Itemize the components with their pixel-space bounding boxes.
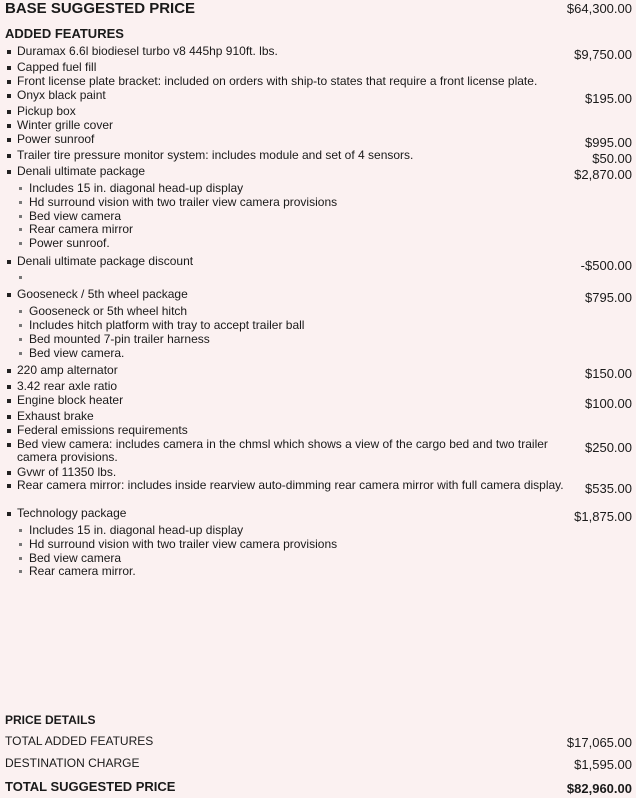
feature-label: Federal emissions requirements xyxy=(17,423,188,437)
feature-label: Power sunroof xyxy=(17,132,95,146)
sub-feature-label: Bed view camera xyxy=(29,551,122,565)
base-price-value: $64,300.00 xyxy=(566,1,632,16)
feature-price: $535.00 xyxy=(585,481,632,496)
feature-label: Trailer tire pressure monitor system: includes module and set of 4 sensors. xyxy=(17,148,414,162)
feature-label: Gvwr of 11350 lbs. xyxy=(17,465,117,479)
feature-label: 3.42 rear axle ratio xyxy=(17,379,118,393)
bullet-icon xyxy=(7,399,11,403)
bullet-icon xyxy=(7,80,11,84)
bullet-icon xyxy=(7,50,11,54)
sub-feature-label: Includes 15 in. diagonal head-up display xyxy=(29,181,244,195)
sub-bullet-icon xyxy=(19,215,22,218)
bullet-icon xyxy=(7,124,11,128)
feature-label: Duramax 6.6l biodiesel turbo v8 445hp 910ft. lbs. xyxy=(17,44,278,58)
feature-label: Engine block heater xyxy=(17,393,124,407)
bullet-icon xyxy=(7,293,11,297)
feature-price: $1,875.00 xyxy=(574,509,632,524)
feature-label: Winter grille cover xyxy=(17,118,114,132)
bullet-icon xyxy=(7,369,11,373)
bullet-icon xyxy=(7,512,11,516)
sub-feature-label: Rear camera mirror xyxy=(29,222,134,236)
bullet-icon xyxy=(7,110,11,114)
feature-price: $795.00 xyxy=(585,290,632,305)
sub-bullet-icon xyxy=(19,310,22,313)
feature-label: Denali ultimate package discount xyxy=(17,254,194,268)
feature-price: $50.00 xyxy=(592,151,632,166)
bullet-icon xyxy=(7,94,11,98)
sub-feature-label: Bed view camera. xyxy=(29,346,125,360)
sub-feature-label: Power sunroof. xyxy=(29,236,110,250)
bullet-icon xyxy=(7,385,11,389)
added-features-title: ADDED FEATURES xyxy=(5,26,124,41)
bullet-icon xyxy=(7,154,11,158)
sub-bullet-icon xyxy=(19,324,22,327)
sub-bullet-icon xyxy=(19,529,22,532)
feature-label: Bed view camera: includes camera in the chmsl which shows a view of the cargo bed and two trailer camera provisions. xyxy=(17,437,548,464)
feature-label: Onyx black paint xyxy=(17,88,106,102)
bullet-icon xyxy=(7,170,11,174)
bullet-icon xyxy=(7,415,11,419)
base-price-title: BASE SUGGESTED PRICE xyxy=(5,0,196,17)
sub-feature-label: Gooseneck or 5th wheel hitch xyxy=(29,304,188,318)
sub-bullet-icon xyxy=(19,187,22,190)
base-price-header xyxy=(5,0,632,17)
total-suggested-price-value: $82,960.00 xyxy=(566,781,632,796)
feature-label: 220 amp alternator xyxy=(17,363,118,377)
feature-price: $195.00 xyxy=(585,91,632,106)
bullet-icon xyxy=(7,471,11,475)
sub-bullet-icon xyxy=(19,570,22,573)
destination-charge-value: $1,595.00 xyxy=(574,757,632,772)
bullet-icon xyxy=(7,429,11,433)
sub-bullet-icon xyxy=(19,557,22,560)
bullet-icon xyxy=(7,138,11,142)
destination-charge-row xyxy=(5,756,632,772)
feature-price: $250.00 xyxy=(585,440,632,455)
feature-price: $100.00 xyxy=(585,396,632,411)
sub-bullet-icon xyxy=(19,338,22,341)
feature-price: $2,870.00 xyxy=(574,167,632,182)
total-added-features-row xyxy=(5,734,632,750)
feature-price: $150.00 xyxy=(585,366,632,381)
bullet-icon xyxy=(7,260,11,264)
feature-label: Denali ultimate package xyxy=(17,164,146,178)
bullet-icon xyxy=(7,484,11,488)
sub-bullet-icon xyxy=(19,543,22,546)
feature-label: Technology package xyxy=(17,506,127,520)
feature-label: Rear camera mirror: includes inside rearview auto-dimming rear camera mirror with full camera display. xyxy=(17,478,564,492)
feature-price: $995.00 xyxy=(585,135,632,150)
feature-label: Exhaust brake xyxy=(17,409,94,423)
total-suggested-price-row xyxy=(5,780,632,796)
sub-feature-label: Bed mounted 7-pin trailer harness xyxy=(29,332,210,346)
feature-label: Gooseneck / 5th wheel package xyxy=(17,287,188,301)
sub-feature-label: Bed view camera xyxy=(29,209,122,223)
feature-label: Pickup box xyxy=(17,104,76,118)
bullet-icon xyxy=(7,443,11,447)
feature-price: $9,750.00 xyxy=(574,47,632,62)
sub-feature-label: Hd surround vision with two trailer view camera provisions xyxy=(29,195,338,209)
total-added-features-value: $17,065.00 xyxy=(566,735,632,750)
sub-bullet-icon xyxy=(19,276,22,279)
sub-bullet-icon xyxy=(19,228,22,231)
sub-feature-label: Rear camera mirror. xyxy=(29,564,136,578)
feature-price: -$500.00 xyxy=(580,258,632,273)
feature-label: Capped fuel fill xyxy=(17,60,97,74)
price-details-title: PRICE DETAILS xyxy=(5,713,96,727)
sub-bullet-icon xyxy=(19,201,22,204)
total-added-features-label: TOTAL ADDED FEATURES xyxy=(5,734,154,748)
sub-feature-label: Includes hitch platform with tray to accept trailer ball xyxy=(29,318,305,332)
feature-label: Front license plate bracket: included on orders with ship-to states that require a front license plate. xyxy=(17,74,538,88)
sub-feature-label: Hd surround vision with two trailer view camera provisions xyxy=(29,537,338,551)
sub-bullet-icon xyxy=(19,352,22,355)
total-suggested-price-label: TOTAL SUGGESTED PRICE xyxy=(5,779,176,794)
bullet-icon xyxy=(7,66,11,70)
sub-feature-label: Includes 15 in. diagonal head-up display xyxy=(29,523,244,537)
destination-charge-label: DESTINATION CHARGE xyxy=(5,756,140,770)
sub-bullet-icon xyxy=(19,242,22,245)
